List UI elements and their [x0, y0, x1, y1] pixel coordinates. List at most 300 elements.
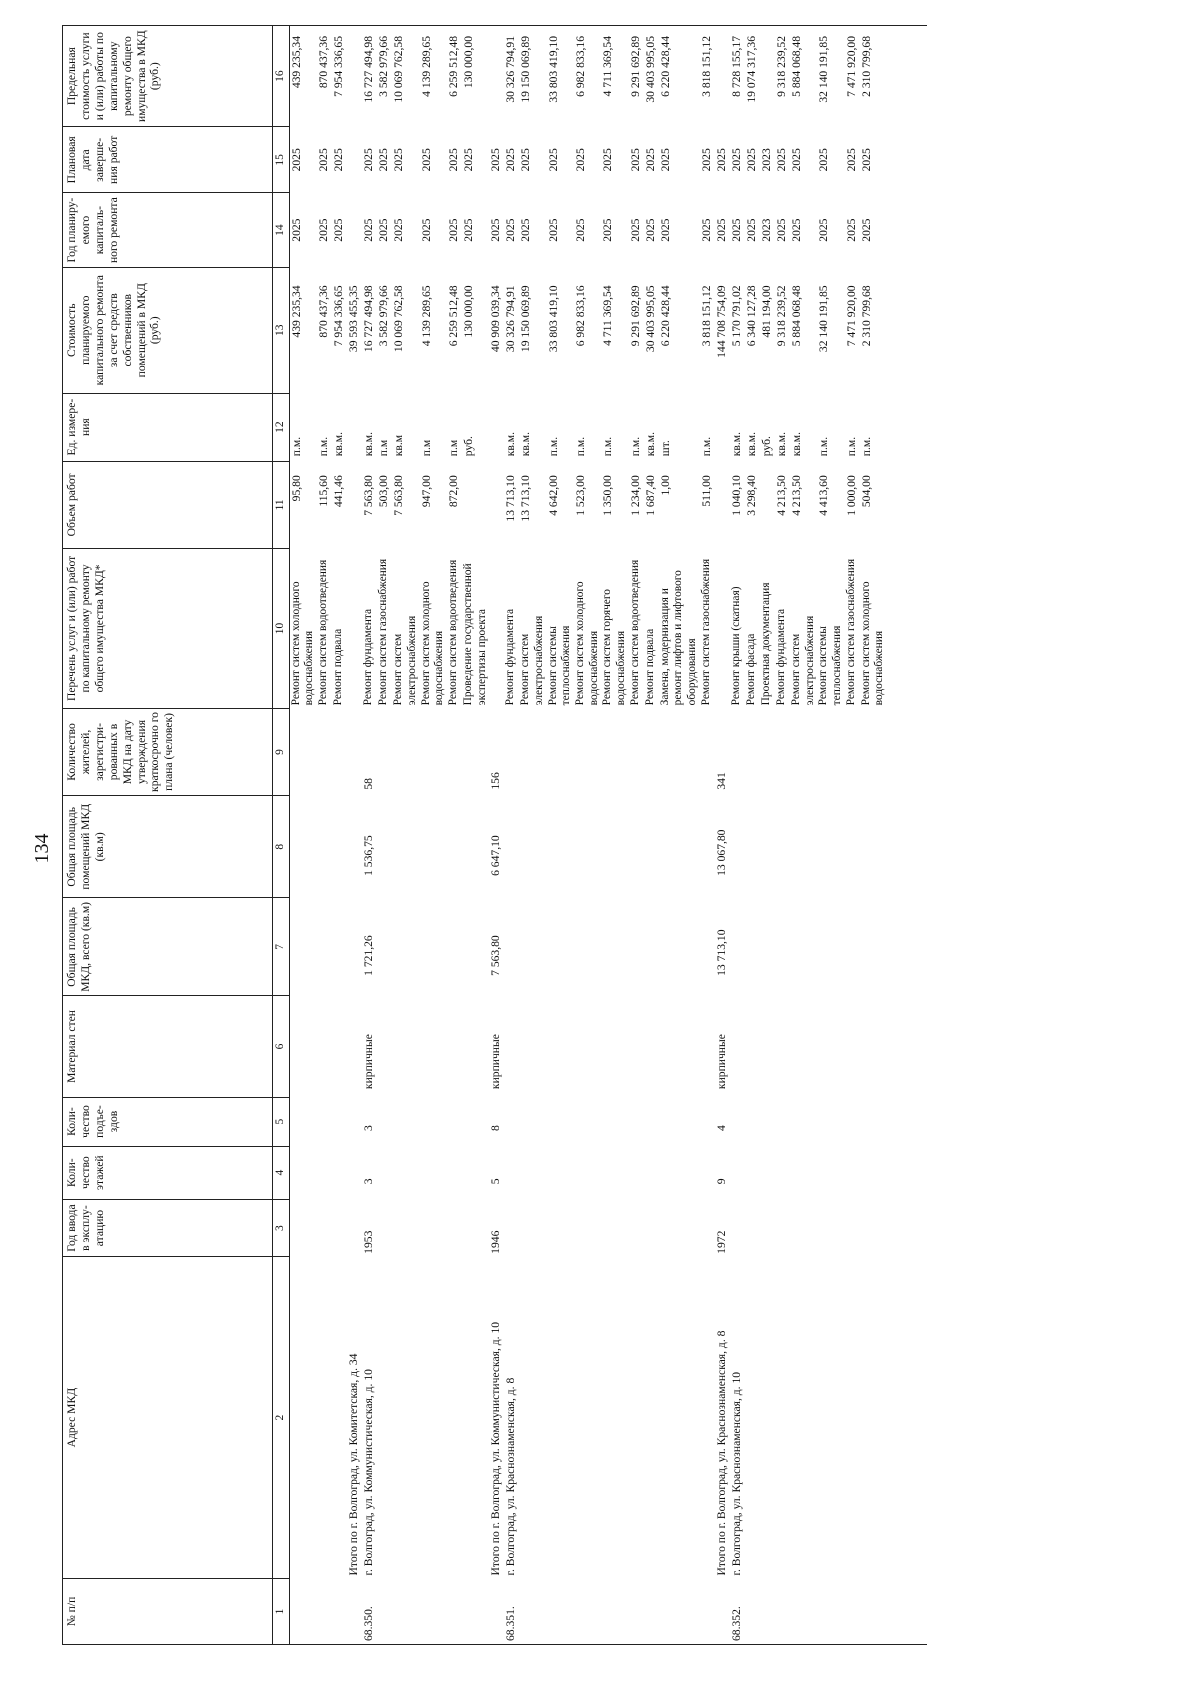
cell-limit: 6 259 512,48: [447, 26, 462, 127]
cell-floors: [462, 1146, 489, 1199]
cell-res: [860, 708, 887, 795]
cell-area_p: [420, 796, 447, 898]
cell-entr: [601, 1097, 628, 1146]
column-header-6: Материал стен: [63, 996, 273, 1097]
cell-work: Ремонт систем горячего водоснабжения: [601, 589, 628, 706]
cell-cost: 6 982 833,16: [574, 285, 588, 347]
cell-addr: Итого по г. Волгоград, ул. Краснознаменская, д. 8: [714, 1330, 728, 1576]
column-number-2: 2: [273, 1257, 290, 1579]
cell-entr: [332, 1097, 347, 1146]
spacer-cell: [887, 898, 927, 996]
cell-addr: [790, 1257, 817, 1579]
cell-mat: [289, 996, 317, 1097]
cell-area: [574, 898, 601, 996]
cell-entr: [775, 1097, 790, 1146]
cell-work: Ремонт фундамента: [362, 608, 375, 706]
cell-entr: [817, 1097, 844, 1146]
cell-cost: 7 954 336,65: [332, 285, 346, 347]
cell-cost: 4 711 369,54: [601, 285, 615, 346]
cell-floors: [519, 1146, 546, 1199]
cell-entr: 4: [714, 1125, 728, 1132]
cell-area: [745, 898, 760, 996]
cell-addr: [462, 1257, 489, 1579]
cell-area_p: 1 536,75: [362, 835, 376, 876]
cell-limit: 7 954 336,65: [332, 26, 347, 127]
cell-end: 2025: [844, 148, 858, 172]
cell-limit: 4 139 289,65: [420, 26, 447, 127]
cell-entr: 3: [362, 1125, 376, 1132]
cell-work: Ремонт систем холодного водоснабжения: [289, 581, 316, 706]
cell-cost: 3 582 979,66: [377, 285, 391, 347]
spacer-cell: [887, 996, 927, 1097]
capital-repair-table: [62, 25, 927, 1645]
cell-floors: [745, 1146, 760, 1199]
cell-unit: п.м.: [289, 436, 303, 457]
column-number-7: 7: [273, 898, 290, 996]
cell-mat: [760, 996, 775, 1097]
cell-unit: п.м: [446, 439, 460, 457]
cell-floors: 5: [489, 1178, 503, 1185]
cell-res: 341: [714, 772, 728, 790]
cell-plan: 2025: [446, 218, 460, 242]
cell-floors: [332, 1146, 347, 1199]
cell-area_p: [377, 796, 392, 898]
cell-mat: [347, 996, 362, 1097]
cell-year: [392, 1199, 419, 1257]
cell-work: [347, 549, 362, 709]
cell-end: 2025: [699, 148, 713, 172]
cell-res: [629, 708, 644, 795]
cell-plan: 2023: [759, 218, 773, 242]
cell-area_p: [289, 796, 317, 898]
cell-floors: [317, 1146, 332, 1199]
cell-limit: 3 818 151,12: [700, 26, 715, 127]
cell-mat: [745, 996, 760, 1097]
table-row: [845, 26, 860, 1645]
column-header-10: Перечень услуг и (или) работ по капитальному ремонту общего имущества МКД*: [63, 549, 273, 709]
column-header-12: Ед. измере-ния: [63, 393, 273, 461]
cell-mat: [644, 996, 659, 1097]
cell-area_p: [504, 796, 519, 898]
table-row: [317, 26, 332, 1645]
cell-floors: [730, 1146, 745, 1199]
cell-floors: [574, 1146, 601, 1199]
cell-area_p: [447, 796, 462, 898]
cell-entr: [760, 1097, 775, 1146]
cell-cost: 40 909 039,34: [489, 285, 503, 353]
cell-addr: [332, 1257, 347, 1579]
cell-entr: [700, 1097, 715, 1146]
cell-work: Ремонт систем электроснабжения: [789, 615, 816, 706]
cell-area: [760, 898, 775, 996]
cell-work: Ремонт системы теплоснабжения: [546, 625, 573, 706]
cell-vol: 947,00: [419, 475, 433, 508]
cell-res: [462, 708, 489, 795]
cell-area: [447, 898, 462, 996]
cell-entr: [860, 1097, 887, 1146]
cell-end: 2025: [332, 148, 346, 172]
cell-year: [644, 1199, 659, 1257]
cell-cost: 439 235,34: [289, 285, 303, 338]
cell-vol: 95,80: [289, 475, 303, 502]
cell-cost: 5 170 791,02: [729, 285, 743, 347]
cell-limit: 870 437,36: [317, 26, 332, 127]
cell-entr: [745, 1097, 760, 1146]
cell-vol: [347, 461, 362, 548]
cell-unit: кв.м.: [362, 431, 376, 457]
cell-year: [629, 1199, 644, 1257]
cell-work: Ремонт фундамента: [504, 608, 517, 706]
cell-num: [715, 1578, 730, 1644]
cell-work: Ремонт систем электроснабжения: [392, 615, 418, 706]
cell-cost: 6 259 512,48: [446, 285, 460, 347]
cell-num: 68.351.: [504, 1578, 519, 1644]
cell-vol: 1 350,00: [601, 475, 615, 516]
cell-work: Ремонт систем газоснабжения: [844, 558, 857, 706]
table-row: [860, 26, 887, 1645]
cell-limit: 19 150 069,89: [519, 26, 546, 127]
table-row: [775, 26, 790, 1645]
cell-end: 2025: [744, 148, 758, 172]
cell-mat: кирпичные: [489, 1034, 503, 1090]
cell-vol: 7 563,80: [392, 475, 406, 516]
cell-plan: 2025: [628, 218, 642, 242]
cell-res: [447, 708, 462, 795]
spacer-cell: [887, 267, 927, 393]
cell-area: [420, 898, 447, 996]
cell-area: 1 721,26: [362, 935, 376, 976]
cell-floors: [289, 1146, 317, 1199]
cell-area_p: [775, 796, 790, 898]
cell-cost: 9 291 692,89: [628, 285, 642, 347]
cell-limit: [347, 26, 362, 127]
cell-mat: [730, 996, 745, 1097]
cell-plan: 2025: [817, 218, 831, 242]
cell-area: [845, 898, 860, 996]
cell-num: 68.350.: [362, 1578, 377, 1644]
cell-mat: [519, 996, 546, 1097]
spacer-cell: [887, 127, 927, 193]
cell-year: [659, 1199, 700, 1257]
cell-work: Ремонт систем холодного водоснабжения: [574, 581, 600, 706]
cell-res: [845, 708, 860, 795]
column-header-7: Общая площадь МКД, всего (кв.м): [63, 898, 273, 996]
cell-work: Ремонт подвала: [643, 628, 656, 706]
cell-area: [629, 898, 644, 996]
cell-res: [332, 708, 347, 795]
cell-entr: [790, 1097, 817, 1146]
cell-area: [644, 898, 659, 996]
table-row: [332, 26, 347, 1645]
cell-end: 2025: [574, 148, 588, 172]
cell-unit: кв.м.: [729, 431, 743, 457]
cell-year: [745, 1199, 760, 1257]
cell-end: 2025: [789, 148, 803, 172]
cell-mat: [574, 996, 601, 1097]
cell-cost: 33 803 419,10: [546, 285, 560, 353]
cell-plan: 2025: [774, 218, 788, 242]
cell-area_p: [462, 796, 489, 898]
cell-end: 2025: [643, 148, 657, 172]
cell-vol: 511,00: [699, 475, 713, 507]
cell-area: [317, 898, 332, 996]
cell-work: Ремонт систем газоснабжения: [377, 558, 390, 706]
spacer-cell: [887, 549, 927, 709]
table-row: [644, 26, 659, 1645]
cell-work: Проектная документация: [759, 582, 772, 706]
cell-area_p: [644, 796, 659, 898]
cell-end: 2025: [446, 148, 460, 172]
cell-plan: 2025: [658, 218, 672, 242]
cell-unit: п.м.: [574, 436, 588, 457]
cell-mat: [462, 996, 489, 1097]
cell-entr: [420, 1097, 447, 1146]
cell-area_p: 6 647,10: [489, 835, 503, 876]
cell-addr: [392, 1257, 419, 1579]
cell-cost: 10 069 762,58: [392, 285, 406, 353]
cell-unit: руб.: [759, 436, 773, 457]
cell-addr: [745, 1257, 760, 1579]
cell-res: [574, 708, 601, 795]
cell-entr: [574, 1097, 601, 1146]
column-header-15: Плановая дата заверше-ния работ: [63, 127, 273, 193]
cell-limit: 19 074 317,36: [745, 26, 760, 127]
cell-limit: 16 727 494,98: [362, 26, 377, 127]
cell-entr: 8: [489, 1125, 503, 1132]
cell-year: [547, 1199, 574, 1257]
cell-area_p: [790, 796, 817, 898]
cell-area: [790, 898, 817, 996]
cell-mat: [504, 996, 519, 1097]
cell-res: [289, 708, 317, 795]
cell-mat: [790, 996, 817, 1097]
table-bottom-spacer: [887, 26, 927, 1645]
cell-floors: [845, 1146, 860, 1199]
table-row: [392, 26, 419, 1645]
cell-area_p: [547, 796, 574, 898]
cell-vol: 13 713,10: [504, 475, 518, 522]
cell-floors: [775, 1146, 790, 1199]
cell-cost: 16 727 494,98: [362, 285, 376, 353]
cell-mat: кирпичные: [714, 1034, 728, 1090]
cell-work: Ремонт фасада: [744, 633, 757, 706]
cell-year: [817, 1199, 844, 1257]
cell-unit: п.м.: [844, 436, 858, 457]
cell-unit: [715, 393, 730, 461]
cell-end: 2025: [461, 148, 475, 172]
cell-area_p: [860, 796, 887, 898]
cell-limit: 130 000,00: [462, 26, 489, 127]
cell-num: [289, 1578, 317, 1644]
cell-res: [317, 708, 332, 795]
table-row: [362, 26, 377, 1645]
cell-floors: 3: [362, 1178, 376, 1185]
cell-unit: шт.: [658, 440, 672, 457]
cell-vol: [760, 461, 775, 548]
cell-plan: 2025: [546, 218, 560, 242]
page-number: 134: [31, 833, 53, 864]
cell-res: [700, 708, 715, 795]
cell-res: [347, 708, 362, 795]
column-number-12: 12: [273, 393, 290, 461]
cell-plan: 2025: [419, 218, 433, 242]
cell-num: [447, 1578, 462, 1644]
cell-limit: 5 884 068,48: [790, 26, 817, 127]
cell-num: [760, 1578, 775, 1644]
cell-cost: 30 403 995,05: [643, 285, 657, 353]
cell-area_p: [317, 796, 332, 898]
cell-floors: [644, 1146, 659, 1199]
cell-entr: [392, 1097, 419, 1146]
cell-work: Ремонт крыши (скатная): [729, 586, 742, 706]
cell-vol: 1,00: [658, 475, 672, 496]
table-row: [489, 26, 504, 1645]
cell-area_p: [392, 796, 419, 898]
cell-vol: 4 213,50: [774, 475, 788, 516]
cell-num: [629, 1578, 644, 1644]
cell-area: 7 563,80: [489, 935, 503, 976]
cell-addr: Итого по г. Волгоград, ул. Комитетская, д. 34: [347, 1353, 361, 1576]
cell-work: Ремонт систем водоотведения: [317, 559, 330, 706]
column-number-5: 5: [273, 1097, 290, 1146]
table-row: [730, 26, 745, 1645]
table-row: [462, 26, 489, 1645]
cell-mat: [547, 996, 574, 1097]
table-row: [347, 26, 362, 1645]
cell-res: [644, 708, 659, 795]
cell-cost: 3 818 151,12: [699, 285, 713, 347]
column-header-14: Год планиру-емого капиталь-ного ремонта: [63, 193, 273, 268]
cell-floors: [377, 1146, 392, 1199]
cell-end: 2025: [859, 148, 873, 172]
cell-plan: 2025: [461, 218, 475, 242]
cell-end: 2025: [489, 148, 503, 172]
cell-res: [745, 708, 760, 795]
cell-addr: [817, 1257, 844, 1579]
cell-num: [462, 1578, 489, 1644]
cell-vol: 4 413,60: [817, 475, 831, 516]
cell-year: [860, 1199, 887, 1257]
cell-limit: [715, 26, 730, 127]
cell-plan: 2025: [744, 218, 758, 242]
cell-year: [347, 1199, 362, 1257]
cell-vol: 504,00: [859, 475, 873, 508]
spacer-cell: [887, 1257, 927, 1579]
cell-addr: [547, 1257, 574, 1579]
cell-entr: [347, 1097, 362, 1146]
cell-limit: [489, 26, 504, 127]
cell-limit: 32 140 191,85: [817, 26, 844, 127]
cell-plan: 2025: [601, 218, 615, 242]
cell-area: [519, 898, 546, 996]
cell-cost: 2 310 799,68: [859, 285, 873, 347]
cell-end: 2025: [362, 148, 376, 172]
cell-limit: 8 728 155,17: [730, 26, 745, 127]
table-row: [817, 26, 844, 1645]
cell-plan: 2025: [789, 218, 803, 242]
cell-cost: 6 340 127,28: [744, 285, 758, 347]
cell-limit: 439 235,34: [289, 26, 317, 127]
cell-num: [547, 1578, 574, 1644]
cell-plan: 2025: [289, 218, 303, 242]
cell-entr: [519, 1097, 546, 1146]
cell-addr: [447, 1257, 462, 1579]
cell-area: [377, 898, 392, 996]
cell-entr: [289, 1097, 317, 1146]
cell-res: [420, 708, 447, 795]
cell-cost: 4 139 289,65: [419, 285, 433, 347]
column-header-13: Стоимость планируемого капитального ремонта за счет средств собственников помещений в МКД (руб.): [63, 267, 273, 393]
cell-res: [817, 708, 844, 795]
cell-vol: 503,00: [377, 475, 391, 508]
cell-work: Ремонт систем водоотведения: [446, 559, 459, 706]
cell-mat: [601, 996, 628, 1097]
cell-area_p: [700, 796, 715, 898]
cell-year: [574, 1199, 601, 1257]
spacer-cell: [887, 193, 927, 268]
cell-vol: 1 234,00: [628, 475, 642, 516]
table-row: [420, 26, 447, 1645]
cell-res: [659, 708, 700, 795]
cell-area: [860, 898, 887, 996]
column-number-4: 4: [273, 1146, 290, 1199]
cell-mat: [377, 996, 392, 1097]
cell-area: [392, 898, 419, 996]
cell-unit: кв.м.: [744, 431, 758, 457]
cell-res: 156: [489, 772, 503, 790]
cell-area_p: [730, 796, 745, 898]
cell-res: [760, 708, 775, 795]
cell-entr: [462, 1097, 489, 1146]
cell-area_p: [332, 796, 347, 898]
cell-end: 2023: [759, 148, 773, 172]
cell-num: [332, 1578, 347, 1644]
cell-area_p: [574, 796, 601, 898]
cell-num: [790, 1578, 817, 1644]
cell-limit: 33 803 419,10: [547, 26, 574, 127]
cell-area_p: [601, 796, 628, 898]
column-number-9: 9: [273, 708, 290, 795]
column-numbers-row: [273, 26, 290, 1645]
cell-res: [730, 708, 745, 795]
cell-limit: 6 982 833,16: [574, 26, 601, 127]
cell-unit: п.м.: [546, 436, 560, 457]
column-header-1: № п/п: [63, 1578, 273, 1644]
cell-vol: 1 000,00: [844, 475, 858, 516]
column-number-13: 13: [273, 267, 290, 393]
cell-end: 2025: [729, 148, 743, 172]
cell-mat: [775, 996, 790, 1097]
cell-work: Ремонт систем электроснабжения: [519, 615, 545, 706]
cell-addr: г. Волгоград, ул. Коммунистическая, д. 10: [362, 1369, 376, 1576]
table-row: [659, 26, 700, 1645]
table-row: [700, 26, 715, 1645]
cell-unit: [489, 393, 504, 461]
cell-vol: [489, 461, 504, 548]
cell-floors: [601, 1146, 628, 1199]
cell-limit: 3 582 979,66: [377, 26, 392, 127]
cell-unit: кв.м.: [332, 431, 346, 457]
cell-work: Замена, модернизация и ремонт лифтов и лифтового оборудования: [658, 570, 699, 706]
cell-vol: 4 642,00: [546, 475, 560, 516]
column-header-3: Год ввода в эксплу-атацию: [63, 1199, 273, 1257]
cell-entr: [447, 1097, 462, 1146]
cell-limit: 6 220 428,44: [659, 26, 700, 127]
cell-cost: 19 150 069,89: [519, 285, 533, 353]
cell-entr: [547, 1097, 574, 1146]
cell-unit: п.м: [419, 439, 433, 457]
cell-area: [347, 898, 362, 996]
